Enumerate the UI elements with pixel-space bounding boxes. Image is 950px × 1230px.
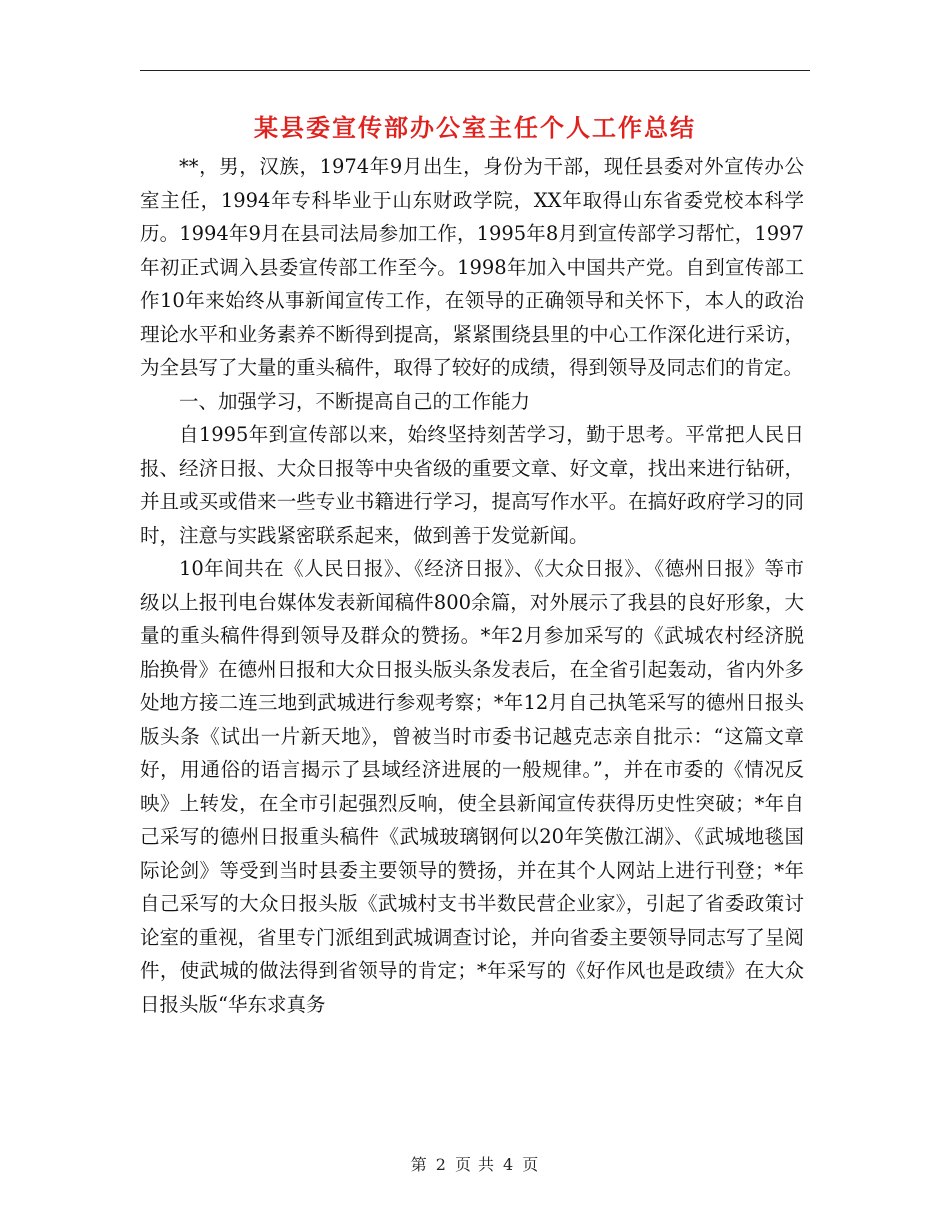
footer-suffix: 页	[522, 1155, 540, 1174]
paragraph-achievements: 10年间共在《人民日报》、《经济日报》、《大众日报》、《德州日报》等市级以上报刊电台媒体发表新闻稿件800余篇，对外展示了我县的良好形象，大量的重头稿件得到领导及群众的赞扬。*年2月参加采写的《武城农村经济脱胎换骨》在德州日报和大众日报头版头条发表后，在全省引起轰动，省内外多处地方接二连三地到武城进行参观考察；*年12月自己执笔采写的德州日报头版头条《试出一片新天地》，曾被当时市委书记越克志亲自批示：“这篇文章好，用通俗的语言揭示了县域经济进展的一般规律。”，并在市委的《情况反映》上转发，在全市引起强烈反响，使全县新闻宣传获得历史性突破；*年自己采写的德州日报重头稿件《武城玻璃钢何以20年笑傲江湖》、《武城地毯国际论剑》等受到当时县委主要领导的赞扬，并在其个人网站上进行刊登；*年自己采写的大众日报头版《武城村支书半数民营企业家》，引起了省委政策讨论室的重视，省里专门派组到武城调查讨论，并向省委主要领导同志写了呈阅件，使武城的做法得到省领导的肯定；*年采写的《好作风也是政绩》在大众日报头版“华东求真务	[140, 557, 804, 1016]
paragraph-study: 自1995年到宣传部以来，始终坚持刻苦学习，勤于思考。平常把人民日报、经济日报、大众日报等中央省级的重要文章、好文章，找出来进行钻研，并且或买或借来一些专业书籍进行学习，提高写作水平。在搞好政府学习的同时，注意与实践紧密联系起来，做到善于发觉新闻。	[140, 423, 804, 547]
footer-page-number: 2	[435, 1155, 447, 1174]
document-title: 某县委宣传部办公室主任个人工作总结	[254, 114, 696, 142]
page-footer	[0, 1152, 950, 1175]
document-body	[140, 150, 804, 1021]
paragraph-intro: **，男，汉族，1974年9月出生，身份为干部，现任县委对外宣传办公室主任，1994年专科毕业于山东财政学院，XX年取得山东省委党校本科学历。1994年9月在县司法局参加工作，1995年8月到宣传部学习帮忙，1997年初正式调入县委宣传部工作至今。1998年加入中国共产党。自到宣传部工作10年来始终从事新闻宣传工作，在领导的正确领导和关怀下，本人的政治理论水平和业务素养不断得到提高，紧紧围绕县里的中心工作深化进行采访，为全县写了大量的重头稿件，取得了较好的成绩，得到领导及同志们的肯定。	[140, 155, 804, 379]
footer-prefix: 第	[410, 1155, 428, 1174]
footer-total-pages: 4	[503, 1155, 515, 1174]
footer-middle: 页 共	[454, 1155, 496, 1174]
section-heading: 一、加强学习，不断提高自己的工作能力	[179, 389, 531, 413]
header-rule	[140, 70, 810, 71]
